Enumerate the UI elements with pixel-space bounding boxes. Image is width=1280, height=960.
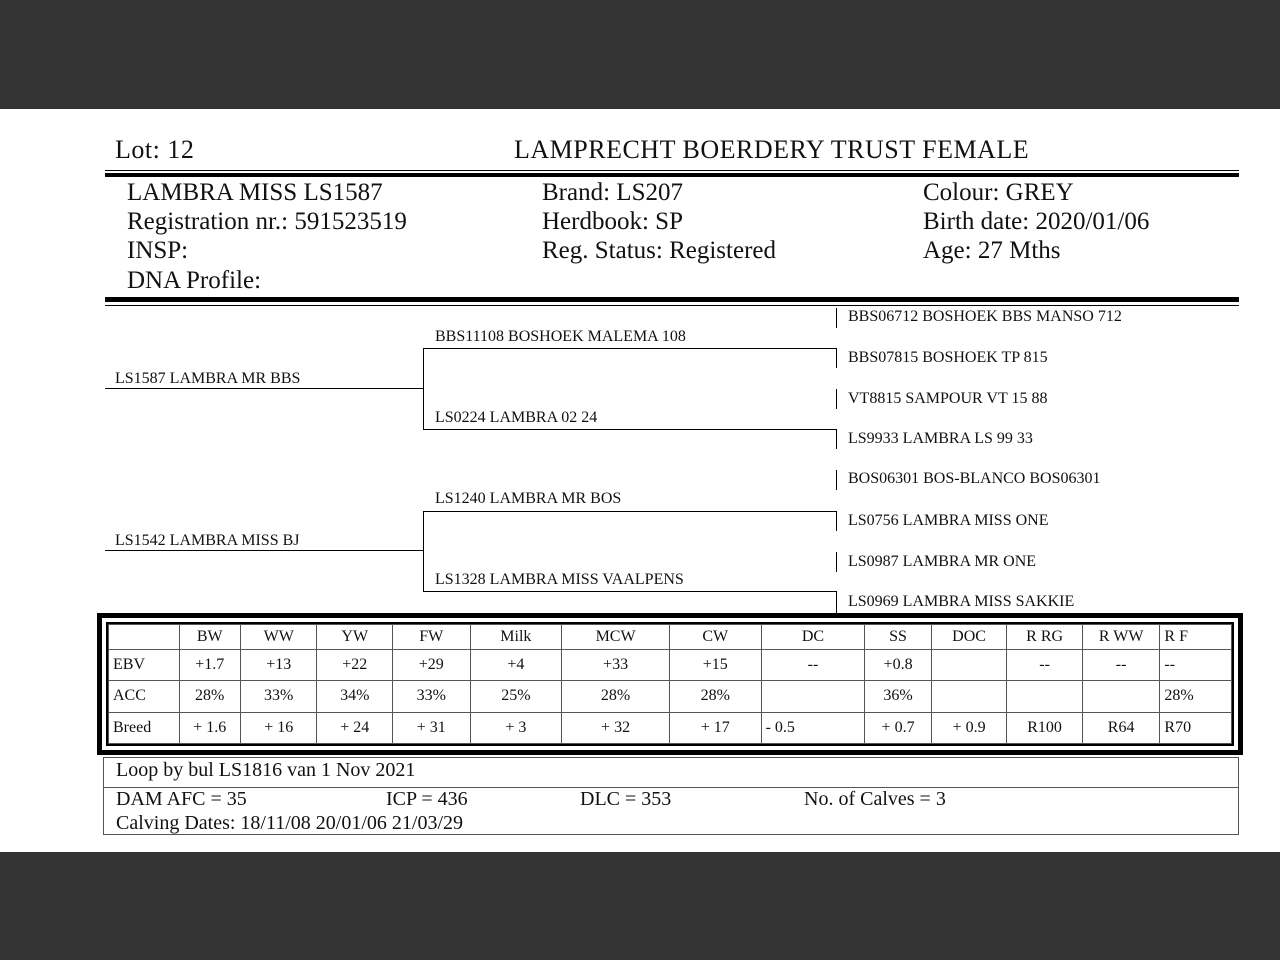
ebv-row: [109, 649, 1232, 680]
acc-cell: [931, 681, 1007, 712]
details-rule-thick: [105, 297, 1239, 302]
acc-cell: 28%: [179, 681, 240, 712]
pedigree-great-3: VT8815 SAMPOUR VT 15 88: [848, 390, 1048, 407]
calving-dates: Calving Dates: 18/11/08 20/01/06 21/03/29: [116, 812, 464, 834]
brand-field: Brand: LS207: [542, 179, 683, 206]
great-bracket-2a: [836, 389, 837, 409]
insp-field: INSP:: [127, 237, 189, 264]
breed-cell: + 16: [240, 712, 317, 743]
age-field: Age: 27 Mths: [923, 237, 1061, 264]
great-bracket-1b: [836, 348, 837, 368]
ebv-header-cell: DC: [761, 625, 865, 650]
sire-bracket: [423, 348, 424, 430]
reg-status-field: Reg. Status: Registered: [542, 237, 776, 264]
ebv-header-cell: YW: [317, 625, 393, 650]
acc-cell: [761, 681, 865, 712]
ebv-header-row: [109, 625, 1232, 650]
breed-cell: + 1.6: [179, 712, 240, 743]
ebv-cell: +22: [317, 649, 393, 680]
breed-cell: R64: [1082, 712, 1160, 743]
ebv-cell: +0.8: [865, 649, 931, 680]
ebv-cell: --: [1082, 649, 1160, 680]
pedigree-grandsire-1: BBS11108 BOSHOEK MALEMA 108: [435, 328, 686, 345]
acc-cell: 28%: [1160, 681, 1232, 712]
breed-cell: + 17: [669, 712, 761, 743]
dna-profile-field: DNA Profile:: [127, 267, 262, 294]
breed-row-label: Breed: [109, 712, 180, 743]
grand-line-4: [423, 591, 836, 592]
ebv-header-cell: FW: [393, 625, 471, 650]
dam-bracket: [423, 511, 424, 592]
pedigree-granddam-2: LS1328 LAMBRA MISS VAALPENS: [435, 571, 684, 588]
grand-line-2: [423, 429, 836, 430]
acc-cell: 25%: [470, 681, 562, 712]
sire-line: [105, 388, 423, 389]
acc-cell: [1007, 681, 1083, 712]
dam-afc: DAM AFC = 35: [116, 788, 247, 810]
animal-name: LAMBRA MISS LS1587: [127, 179, 383, 206]
great-bracket-4b: [836, 591, 837, 613]
grand-line-3: [423, 511, 836, 512]
dam-line: [105, 550, 423, 551]
breed-cell: R70: [1160, 712, 1232, 743]
breed-cell: - 0.5: [761, 712, 865, 743]
ebv-row-label: EBV: [109, 649, 180, 680]
pedigree-great-2: BBS07815 BOSHOEK TP 815: [848, 349, 1048, 366]
breed-cell: + 24: [317, 712, 393, 743]
pedigree-great-8: LS0969 LAMBRA MISS SAKKIE: [848, 593, 1075, 610]
breed-row: [109, 712, 1232, 743]
breed-cell: + 32: [562, 712, 670, 743]
great-bracket-3a: [836, 470, 837, 490]
acc-cell: 33%: [393, 681, 471, 712]
ebv-header-cell: DOC: [931, 625, 1007, 650]
pedigree-dam: LS1542 LAMBRA MISS BJ: [115, 532, 300, 549]
ebv-cell: +4: [470, 649, 562, 680]
icp-value: ICP = 436: [386, 788, 468, 810]
colour-field: Colour: GREY: [923, 179, 1074, 206]
ebv-cell: +13: [240, 649, 317, 680]
ebv-cell: +15: [669, 649, 761, 680]
ebv-cell: --: [1160, 649, 1232, 680]
notes-box: [103, 757, 1239, 835]
ebv-cell: --: [1007, 649, 1083, 680]
pedigree-great-1: BBS06712 BOSHOEK BBS MANSO 712: [848, 308, 1122, 325]
pedigree-great-5: BOS06301 BOS-BLANCO BOS06301: [848, 470, 1101, 487]
acc-cell: 34%: [317, 681, 393, 712]
title-rule-thin: [105, 170, 1239, 171]
loop-note: Loop by bul LS1816 van 1 Nov 2021: [116, 759, 416, 781]
acc-cell: 28%: [669, 681, 761, 712]
ebv-table: [108, 624, 1232, 744]
pedigree-great-6: LS0756 LAMBRA MISS ONE: [848, 512, 1049, 529]
breed-cell: + 0.9: [931, 712, 1007, 743]
details-rule-thin: [105, 305, 1239, 306]
acc-row: [109, 681, 1232, 712]
catalogue-sheet: [0, 109, 1280, 852]
ebv-header-cell: CW: [669, 625, 761, 650]
ebv-header-cell: [109, 625, 180, 650]
breed-cell: + 0.7: [865, 712, 931, 743]
lot-number: Lot: 12: [115, 135, 195, 164]
pedigree-granddam-1: LS0224 LAMBRA 02 24: [435, 409, 598, 426]
grand-line-1: [423, 348, 836, 349]
great-bracket-4a: [836, 552, 837, 572]
ebv-header-cell: R WW: [1082, 625, 1160, 650]
pedigree-great-4: LS9933 LAMBRA LS 99 33: [848, 430, 1033, 447]
ebv-header-cell: SS: [865, 625, 931, 650]
dlc-value: DLC = 353: [580, 788, 672, 810]
breed-cell: + 3: [470, 712, 562, 743]
pedigree-grandsire-2: LS1240 LAMBRA MR BOS: [435, 490, 622, 507]
ebv-header-cell: R RG: [1007, 625, 1083, 650]
great-bracket-3b: [836, 511, 837, 531]
pedigree-sire: LS1587 LAMBRA MR BBS: [115, 370, 301, 387]
ebv-header-cell: MCW: [562, 625, 670, 650]
pedigree-great-7: LS0987 LAMBRA MR ONE: [848, 553, 1037, 570]
ebv-cell: +33: [562, 649, 670, 680]
seller-title: LAMPRECHT BOERDERY TRUST FEMALE: [514, 135, 1030, 164]
acc-cell: [1082, 681, 1160, 712]
title-rule-thick: [105, 173, 1239, 177]
acc-cell: 36%: [865, 681, 931, 712]
registration-number: Registration nr.: 591523519: [127, 208, 407, 235]
birth-date-field: Birth date: 2020/01/06: [923, 208, 1150, 235]
ebv-table-frame: [97, 613, 1243, 755]
ebv-cell: --: [761, 649, 865, 680]
great-bracket-1a: [836, 308, 837, 328]
ebv-header-cell: BW: [179, 625, 240, 650]
ebv-cell: +29: [393, 649, 471, 680]
breed-cell: + 31: [393, 712, 471, 743]
acc-cell: 33%: [240, 681, 317, 712]
great-bracket-2b: [836, 429, 837, 449]
ebv-cell: [931, 649, 1007, 680]
herdbook-field: Herdbook: SP: [542, 208, 683, 235]
calves-count: No. of Calves = 3: [804, 788, 946, 810]
acc-row-label: ACC: [109, 681, 180, 712]
ebv-cell: +1.7: [179, 649, 240, 680]
ebv-header-cell: Milk: [470, 625, 562, 650]
acc-cell: 28%: [562, 681, 670, 712]
breed-cell: R100: [1007, 712, 1083, 743]
ebv-header-cell: R F: [1160, 625, 1232, 650]
ebv-header-cell: WW: [240, 625, 317, 650]
